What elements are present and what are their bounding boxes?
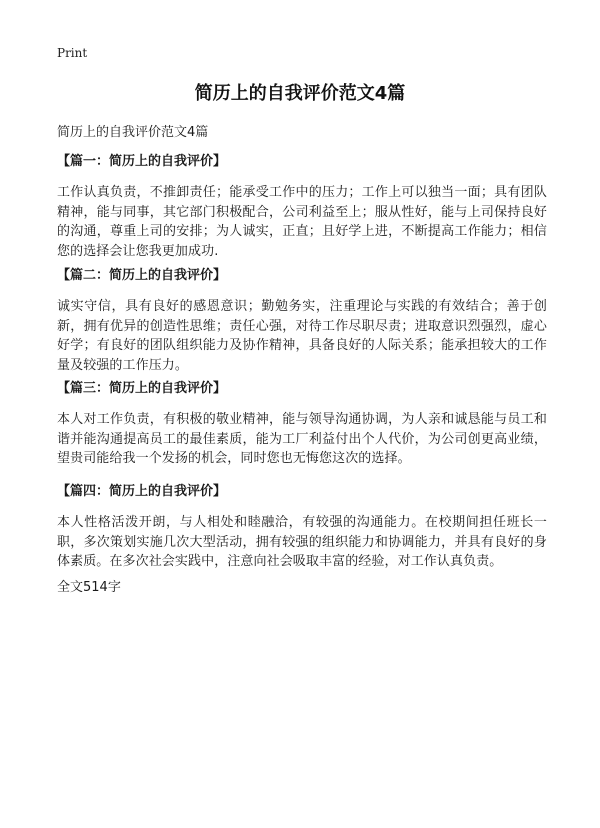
print-link[interactable]: Print bbox=[57, 46, 88, 60]
document-subtitle: 简历上的自我评价范文4篇 bbox=[57, 125, 209, 140]
section-heading: 【篇二：简历上的自我评价】 bbox=[57, 268, 227, 283]
section-body: 本人性格活泼开朗，与人相处和睦融洽，有较强的沟通能力。在校期间担任班长一职，多次策划实施几次大型活动，拥有较强的组织能力和协调能力，并具有良好的身体素质。在多次社会实践中，注意向社会吸取丰富的经验，对工作认真负责。 bbox=[57, 515, 547, 569]
section-heading: 【篇四：简历上的自我评价】 bbox=[57, 484, 227, 499]
section-body: 工作认真负责，不推卸责任；能承受工作中的压力；工作上可以独当一面；具有团队精神，能与同事，其它部门积极配合，公司利益至上；服从性好，能与上司保持良好的沟通，尊重上司的安排；为人诚实，正直；且好学上进，不断提高工作能力；相信您的选择会让您我更加成功. bbox=[57, 185, 547, 259]
section-body: 本人对工作负责，有积极的敬业精神，能与领导沟通协调，为人亲和诚恳能与员工和谐并能沟通提高员工的最佳素质，能为工厂利益付出个人代价，为公司创更高业绩，望贵司能给我一个发扬的机会，同时您也无悔您这次的选择。 bbox=[57, 412, 547, 466]
section-heading: 【篇一：简历上的自我评价】 bbox=[57, 154, 227, 169]
section-body: 诚实守信，具有良好的感恩意识；勤勉务实，注重理论与实践的有效结合；善于创新，拥有优异的创造性思维；责任心强，对待工作尽职尽责；进取意识烈强烈，虚心好学；有良好的团队组织能力及协作精神，具备良好的人际关系；能承担较大的工作量及较强的工作压力。 bbox=[57, 299, 547, 373]
section-3 bbox=[57, 377, 547, 469]
section-heading: 【篇三：简历上的自我评价】 bbox=[57, 381, 227, 396]
section-4 bbox=[57, 480, 547, 572]
word-count: 全文514字 bbox=[57, 580, 121, 595]
section-1 bbox=[57, 150, 547, 261]
section-2 bbox=[57, 264, 547, 375]
document-title: 简历上的自我评价范文4篇 bbox=[194, 83, 406, 104]
